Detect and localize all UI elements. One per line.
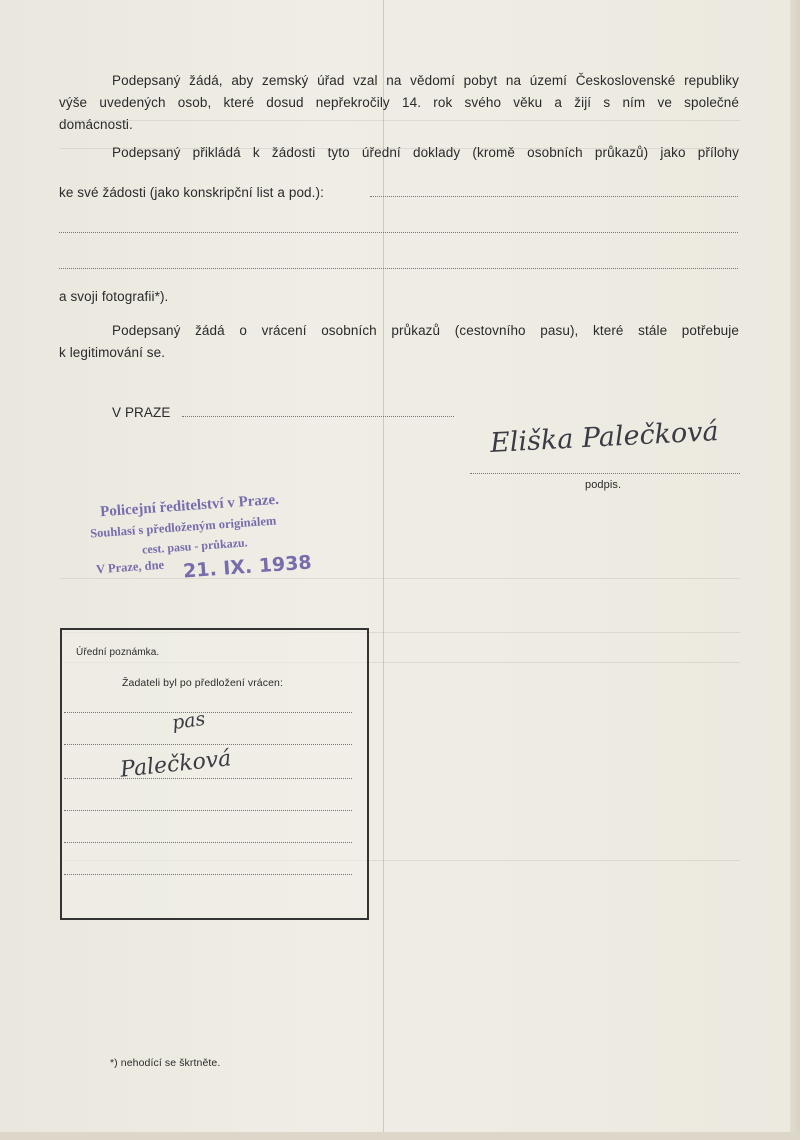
note-box-line — [64, 744, 352, 745]
paragraph-2-line-3: a svoji fotografii*). — [59, 289, 169, 304]
note-box-line — [64, 874, 352, 875]
signature-label: podpis. — [585, 479, 622, 491]
ghost-line — [60, 120, 740, 121]
note-box-line — [64, 810, 352, 811]
attachments-fill-line — [59, 232, 738, 233]
note-handwriting-2: Palečková — [118, 746, 233, 783]
stamp-date: 21. IX. 1938 — [182, 551, 313, 583]
note-handwriting-1: pas — [170, 707, 207, 735]
note-box-line — [64, 842, 352, 843]
note-box-line — [64, 712, 352, 713]
note-box-title: Úřední poznámka. — [76, 647, 160, 658]
place-label: V PRAZE — [112, 405, 171, 420]
stamp-line-3: cest. pasu - průkazu. — [141, 535, 249, 557]
note-box-text: Žadateli byl po předložení vrácen: — [122, 677, 283, 689]
paragraph-3-line-2: k legitimování se. — [59, 345, 166, 360]
stamp-line-4: V Praze, dne — [95, 557, 165, 577]
attachments-fill-line — [59, 268, 738, 269]
paragraph-2-line-2: ke své žádosti (jako konskripční list a pod.): — [59, 185, 324, 200]
attachments-fill-line — [370, 196, 738, 197]
ghost-line — [60, 578, 740, 579]
footnote: *) nehodící se škrtněte. — [110, 1057, 221, 1069]
paragraph-1-line-3: domácnosti. — [59, 117, 133, 132]
paper-edge — [790, 0, 800, 1140]
paragraph-2-line-1: Podepsaný přikládá k žádosti tyto úřední doklady (kromě osobních průkazů) jako přílohy — [112, 145, 739, 160]
page-fold-line — [383, 0, 384, 1140]
stamp-line-2: Souhlasí s předloženým originálem — [89, 513, 277, 541]
official-note-box — [60, 628, 369, 920]
note-box-line — [64, 778, 352, 779]
paragraph-1-line-2: výše uvedených osob, které dosud nepřekročily 14. rok svého věku a žijí s ním ve společné — [59, 95, 739, 110]
paper-edge — [0, 1132, 800, 1140]
handwritten-signature: Eliška Palečková — [489, 416, 720, 459]
stamp-line-1: Policejní ředitelství v Praze. — [99, 491, 280, 521]
paragraph-3-line-1: Podepsaný žádá o vrácení osobních průkazů (cestovního pasu), které stále potřebuje — [112, 323, 739, 338]
paragraph-1-line-1: Podepsaný žádá, aby zemský úřad vzal na vědomí pobyt na území Československé republiky — [112, 73, 739, 88]
place-fill-line — [182, 416, 454, 417]
